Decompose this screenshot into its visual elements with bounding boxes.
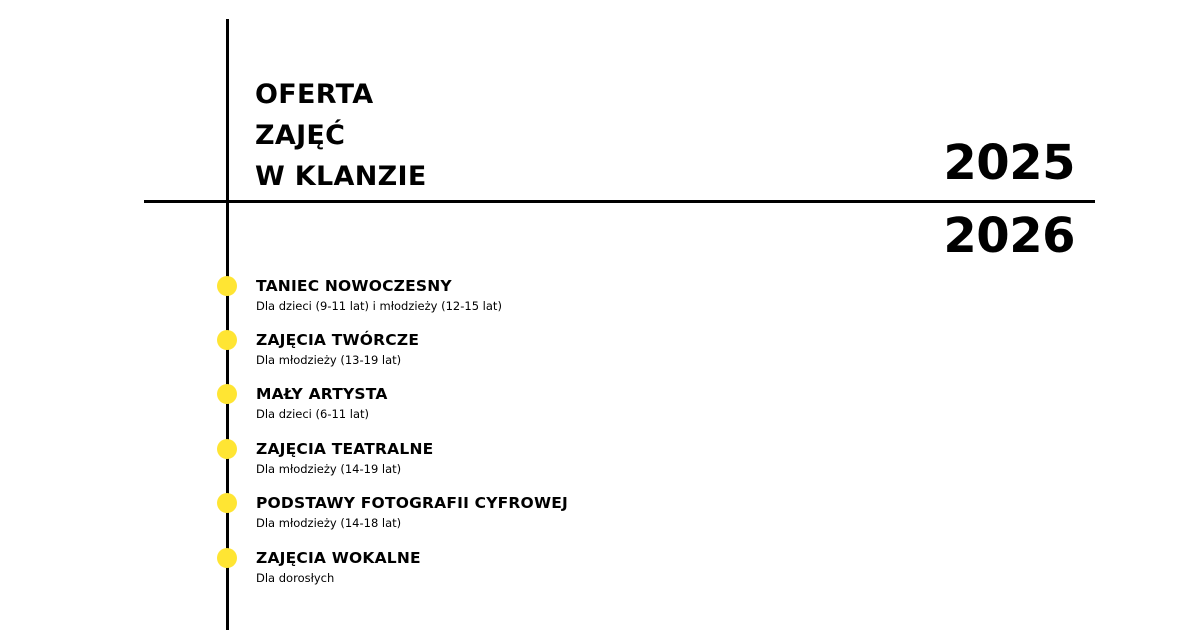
item-title: MAŁY ARTYSTA xyxy=(256,385,388,403)
timeline-horizontal-line xyxy=(144,200,1095,203)
item-subtitle: Dla młodzieży (13-19 lat) xyxy=(256,353,402,367)
item-title: PODSTAWY FOTOGRAFII CYFROWEJ xyxy=(256,494,568,512)
year-start: 2025 xyxy=(943,135,1075,191)
year-end: 2026 xyxy=(943,208,1075,264)
item-subtitle: Dla młodzieży (14-19 lat) xyxy=(256,462,402,476)
timeline-vertical-line xyxy=(226,19,229,630)
timeline-item xyxy=(0,276,700,320)
timeline-item xyxy=(0,548,700,592)
timeline-dot-icon xyxy=(217,548,237,568)
timeline-item xyxy=(0,330,700,374)
title-line-1: OFERTA xyxy=(255,79,374,110)
item-subtitle: Dla dorosłych xyxy=(256,571,335,585)
item-subtitle: Dla dzieci (6-11 lat) xyxy=(256,407,370,421)
timeline-dot-icon xyxy=(217,493,237,513)
timeline-dot-icon xyxy=(217,439,237,459)
timeline-dot-icon xyxy=(217,384,237,404)
item-title: ZAJĘCIA TEATRALNE xyxy=(256,440,434,458)
item-title: ZAJĘCIA WOKALNE xyxy=(256,549,421,567)
item-title: TANIEC NOWOCZESNY xyxy=(256,277,452,295)
item-subtitle: Dla młodzieży (14-18 lat) xyxy=(256,516,402,530)
timeline-dot-icon xyxy=(217,330,237,350)
timeline-item xyxy=(0,384,700,428)
item-title: ZAJĘCIA TWÓRCZE xyxy=(256,331,420,349)
timeline-dot-icon xyxy=(217,276,237,296)
item-subtitle: Dla dzieci (9-11 lat) i młodzieży (12-15 lat) xyxy=(256,299,502,313)
timeline-item xyxy=(0,493,700,537)
title-line-2: ZAJĘĆ xyxy=(255,120,346,151)
title-line-3: W KLANZIE xyxy=(255,161,427,192)
page-title xyxy=(255,74,427,197)
timeline-item xyxy=(0,439,700,483)
